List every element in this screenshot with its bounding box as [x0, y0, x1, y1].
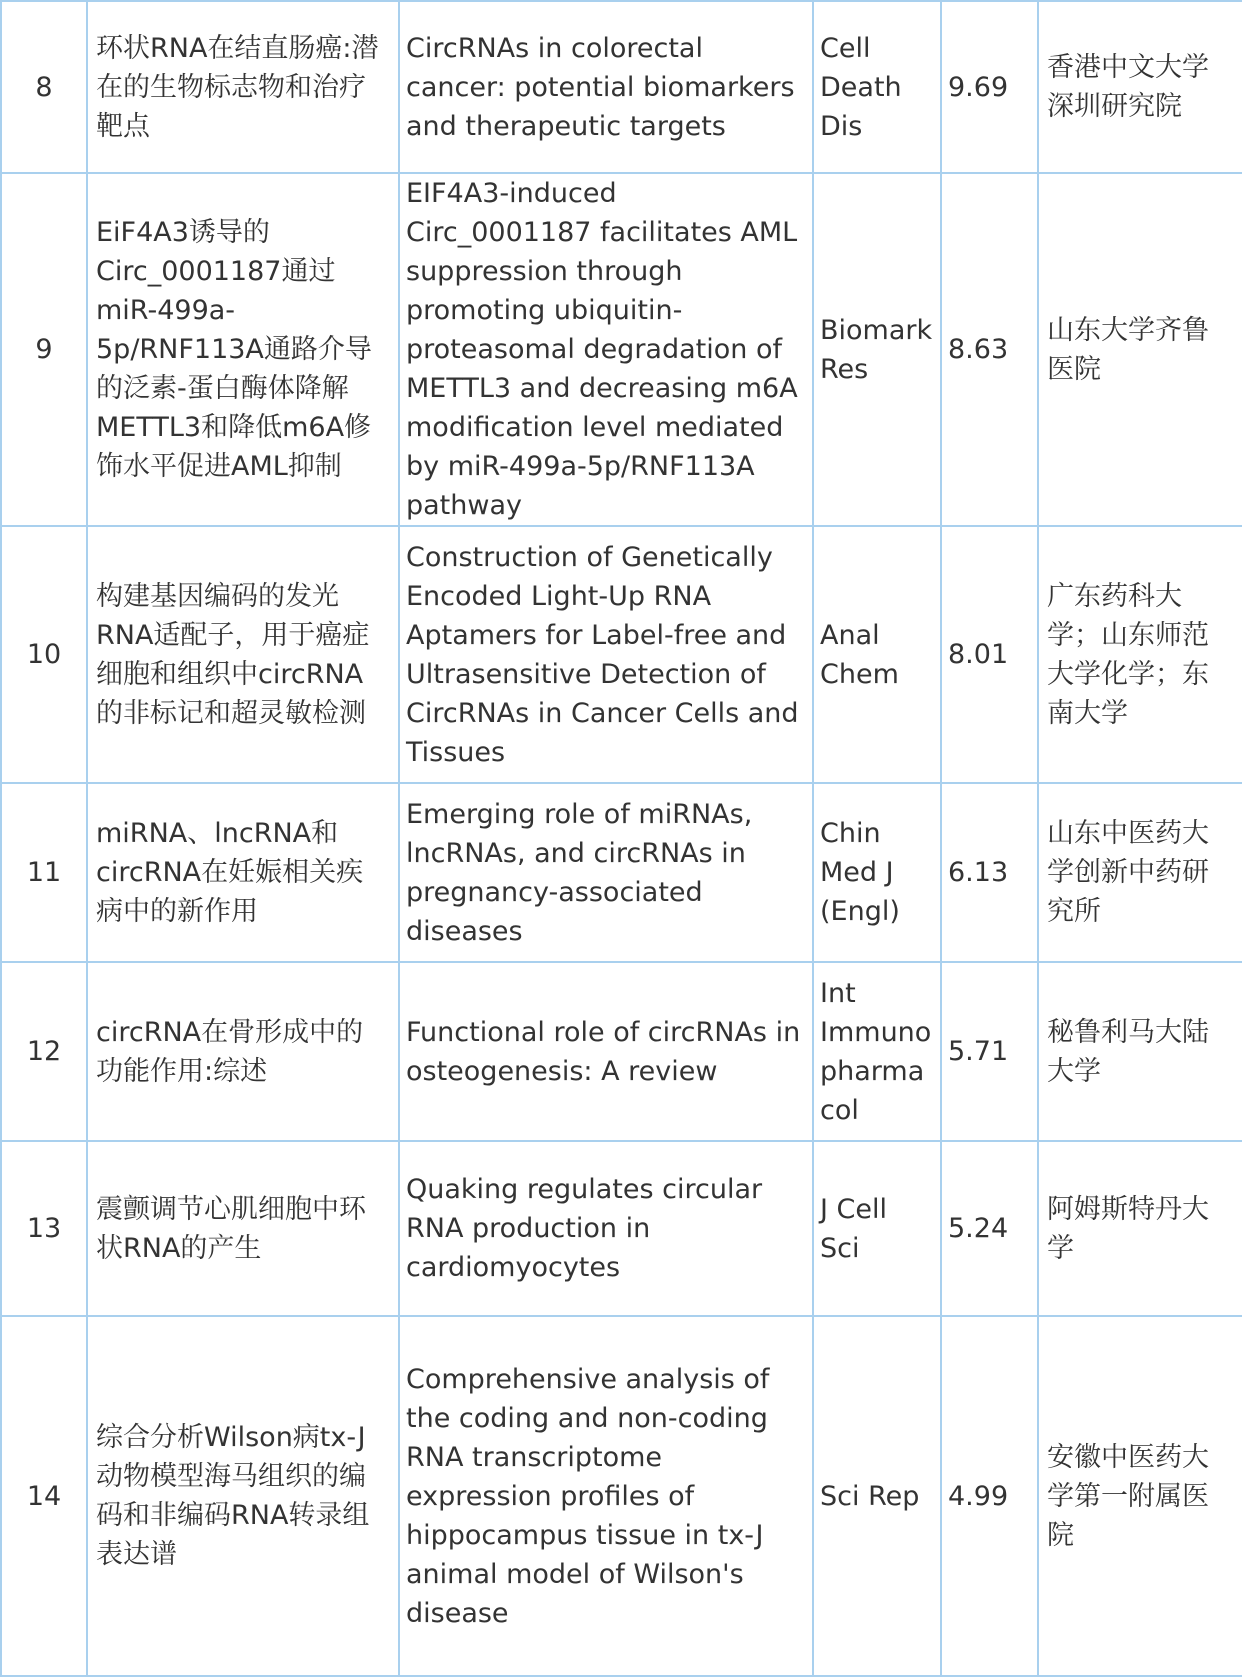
- table-row: [1, 1141, 1242, 1316]
- institution-cell: 秘鲁利马大陆大学: [1038, 962, 1242, 1141]
- impact-factor-cell: 6.13: [941, 783, 1038, 962]
- institution-cell: 山东中医药大学创新中药研究所: [1038, 783, 1242, 962]
- table-row: [1, 1316, 1242, 1676]
- journal-cell: Chin Med J (Engl): [813, 783, 941, 962]
- english-title-cell: EIF4A3-induced Circ_0001187 facilitates AML suppression through promoting ubiquitin-proteasomal degradation of METTL3 and decreasing m6A modification level mediated by miR-499a-5p/RNF113A pathway: [399, 173, 813, 526]
- row-number-cell: 13: [1, 1141, 87, 1316]
- english-title-cell: Functional role of circRNAs in osteogenesis: A review: [399, 962, 813, 1141]
- english-title-cell: Construction of Genetically Encoded Light-Up RNA Aptamers for Label-free and Ultrasensitive Detection of CircRNAs in Cancer Cells and Tissues: [399, 526, 813, 783]
- english-title-cell: Quaking regulates circular RNA production in cardiomyocytes: [399, 1141, 813, 1316]
- chinese-title-cell: EiF4A3诱导的Circ_0001187通过miR-499a-5p/RNF113A通路介导的泛素-蛋白酶体降解METTL3和降低m6A修饰水平促进AML抑制: [87, 173, 399, 526]
- journal-cell: J Cell Sci: [813, 1141, 941, 1316]
- row-number-cell: 14: [1, 1316, 87, 1676]
- row-number-cell: 9: [1, 173, 87, 526]
- impact-factor-cell: 8.63: [941, 173, 1038, 526]
- institution-cell: 香港中文大学深圳研究院: [1038, 1, 1242, 173]
- table-row: [1, 173, 1242, 526]
- english-title-cell: Comprehensive analysis of the coding and non-coding RNA transcriptome expression profiles of hippocampus tissue in tx-J animal model of Wilson's disease: [399, 1316, 813, 1676]
- journal-cell: Int Immunopharmacol: [813, 962, 941, 1141]
- table-row: [1, 526, 1242, 783]
- journal-cell: Biomark Res: [813, 173, 941, 526]
- institution-cell: 阿姆斯特丹大学: [1038, 1141, 1242, 1316]
- table-row: [1, 783, 1242, 962]
- impact-factor-cell: 8.01: [941, 526, 1038, 783]
- row-number-cell: 8: [1, 1, 87, 173]
- impact-factor-cell: 9.69: [941, 1, 1038, 173]
- impact-factor-cell: 4.99: [941, 1316, 1038, 1676]
- row-number-cell: 10: [1, 526, 87, 783]
- journal-cell: Cell Death Dis: [813, 1, 941, 173]
- institution-cell: 安徽中医药大学第一附属医院: [1038, 1316, 1242, 1676]
- journal-cell: Anal Chem: [813, 526, 941, 783]
- chinese-title-cell: 环状RNA在结直肠癌:潜在的生物标志物和治疗靶点: [87, 1, 399, 173]
- institution-cell: 广东药科大学；山东师范大学化学；东南大学: [1038, 526, 1242, 783]
- chinese-title-cell: circRNA在骨形成中的功能作用:综述: [87, 962, 399, 1141]
- english-title-cell: Emerging role of miRNAs, lncRNAs, and circRNAs in pregnancy-associated diseases: [399, 783, 813, 962]
- impact-factor-cell: 5.24: [941, 1141, 1038, 1316]
- english-title-cell: CircRNAs in colorectal cancer: potential biomarkers and therapeutic targets: [399, 1, 813, 173]
- chinese-title-cell: miRNA、lncRNA和circRNA在妊娠相关疾病中的新作用: [87, 783, 399, 962]
- chinese-title-cell: 震颤调节心肌细胞中环状RNA的产生: [87, 1141, 399, 1316]
- journal-cell: Sci Rep: [813, 1316, 941, 1676]
- impact-factor-cell: 5.71: [941, 962, 1038, 1141]
- row-number-cell: 11: [1, 783, 87, 962]
- table-row: [1, 962, 1242, 1141]
- row-number-cell: 12: [1, 962, 87, 1141]
- institution-cell: 山东大学齐鲁医院: [1038, 173, 1242, 526]
- chinese-title-cell: 综合分析Wilson病tx-J动物模型海马组织的编码和非编码RNA转录组表达谱: [87, 1316, 399, 1676]
- table-row: [1, 1, 1242, 173]
- chinese-title-cell: 构建基因编码的发光RNA适配子，用于癌症细胞和组织中circRNA的非标记和超灵敏检测: [87, 526, 399, 783]
